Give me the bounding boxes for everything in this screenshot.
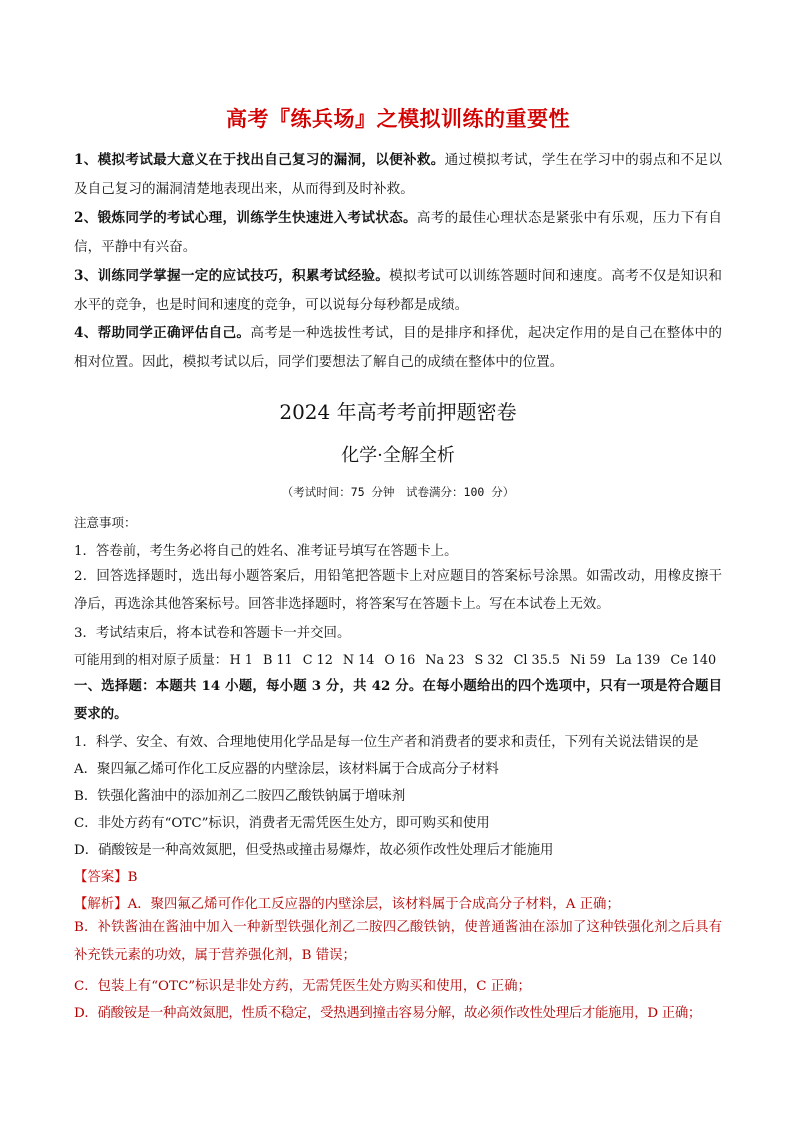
note-item-1: 1．答卷前，考生务必将自己的姓名、准考证号填写在答题卡上。 [74, 544, 458, 559]
atomic-mass: Na 23 [425, 653, 465, 668]
exam-title: 2024 年高考考前押题密卷 [279, 400, 517, 424]
atomic-masses [74, 649, 722, 668]
promo-point-4 [74, 319, 722, 376]
promo-point-bold: 4、帮助同学正确评估自己。 [74, 325, 251, 341]
analysis-b: B．补铁酱油在酱油中加入一种新型铁强化剂乙二胺四乙酸铁钠，使普通酱油在添加了这种铁强化剂之后具有补充铁元素的功效，属于营养强化剂，B 错误； [74, 920, 722, 963]
atomic-mass: Ce 140 [670, 653, 717, 668]
section-heading-bold: 一、选择题： [74, 678, 156, 694]
promo-point-text: 通过模拟考试，学生在学习中的弱点和不足以及自己复习的漏洞清楚地表现出来，从而得到及时补救。 [74, 152, 722, 197]
notes-heading: 注意事项： [74, 515, 137, 530]
promo-point-2 [74, 204, 722, 261]
atomic-mass: Ni 59 [570, 653, 606, 668]
promo-point-text: 高考的最佳心理状态是紧张中有乐观，压力下有自信，平静中有兴奋。 [74, 210, 722, 255]
answer [74, 866, 722, 885]
analysis-label: 【解析】 [74, 897, 128, 912]
note-item-2: 2．回答选择题时，选出每小题答案后，用铅笔把答题卡上对应题目的答案标号涂黑。如需改动，用橡皮擦干净后，再选涂其他答案标号。回答非选择题时，将答案写在答题卡上。写在本试卷上无效。 [74, 569, 722, 612]
option-a: A．聚四氟乙烯可作化工反应器的内壁涂层，该材料属于合成高分子材料 [74, 762, 499, 777]
analysis-a [74, 893, 722, 912]
promo-point-bold: 3、训练同学掌握一定的应试技巧，积累考试经验。 [74, 268, 390, 284]
promo-point-1 [74, 146, 722, 203]
promo-point-bold: 1、模拟考试最大意义在于找出自己复习的漏洞，以便补救。 [74, 152, 445, 168]
section-heading-text: 本题共 14 小题，每小题 3 分，共 42 分。在每小题给出的四个选项中，只有一项是符合题目要求的。 [74, 678, 723, 722]
promo-point-text: 模拟考试可以训练答题时间和速度。高考不仅是知识和水平的竞争，也是时间和速度的竞争，可以说每分每秒都是成绩。 [74, 268, 722, 313]
atomic-mass: H 1 [229, 653, 253, 668]
atomic-mass: B 11 [262, 653, 293, 668]
analysis-text: A．聚四氟乙烯可作化工反应器的内壁涂层，该材料属于合成高分子材料，A 正确； [127, 897, 620, 912]
answer-label: 【答案】 [74, 870, 128, 885]
option-d: D．硝酸铵是一种高效氮肥，但受热或撞击易爆炸，故必须作改性处理后才能施用 [74, 843, 554, 858]
exam-info: （考试时间：75 分钟 试卷满分：100 分） [281, 485, 515, 499]
atomic-mass: C 12 [302, 653, 333, 668]
atomic-mass: O 16 [384, 653, 416, 668]
atomic-mass: N 14 [342, 653, 375, 668]
promo-title: 高考『练兵场』之模拟训练的重要性 [226, 107, 570, 131]
analysis-c: C．包装上有“OTC”标识是非处方药，无需凭医生处方购买和使用，C 正确； [74, 979, 531, 994]
question-stem: 1．科学、安全、有效、合理地使用化学品是每一位生产者和消费者的要求和责任，下列有关说法错误的是 [74, 735, 699, 750]
promo-point-3 [74, 262, 722, 319]
promo-point-text: 高考是一种选拔性考试，目的是排序和择优，起决定作用的是自己在整体中的相对位置。因此，模拟考试以后，同学们要想法了解自己的成绩在整体中的位置。 [74, 325, 722, 370]
option-c: C．非处方药有“OTC”标识，消费者无需凭医生处方，即可购买和使用 [74, 816, 490, 831]
note-item-3: 3．考试结束后，将本试卷和答题卡一并交回。 [74, 626, 351, 641]
atomic-mass: Cl 35.5 [513, 653, 561, 668]
atomic-label: 可能用到的相对原子质量： [74, 653, 228, 668]
section-heading [74, 673, 722, 728]
atomic-mass: La 139 [615, 653, 661, 668]
option-b: B．铁强化酱油中的添加剂乙二胺四乙酸铁钠属于增味剂 [74, 789, 406, 804]
exam-subtitle: 化学·全解全析 [341, 445, 455, 466]
analysis-d: D．硝酸铵是一种高效氮肥，性质不稳定，受热遇到撞击容易分解，故必须作改性处理后才能施用，D 正确； [74, 1006, 701, 1021]
answer-value: B [127, 870, 138, 885]
promo-point-bold: 2、锻炼同学的考试心理，训练学生快速进入考试状态。 [74, 210, 417, 226]
atomic-mass: S 32 [474, 653, 504, 668]
